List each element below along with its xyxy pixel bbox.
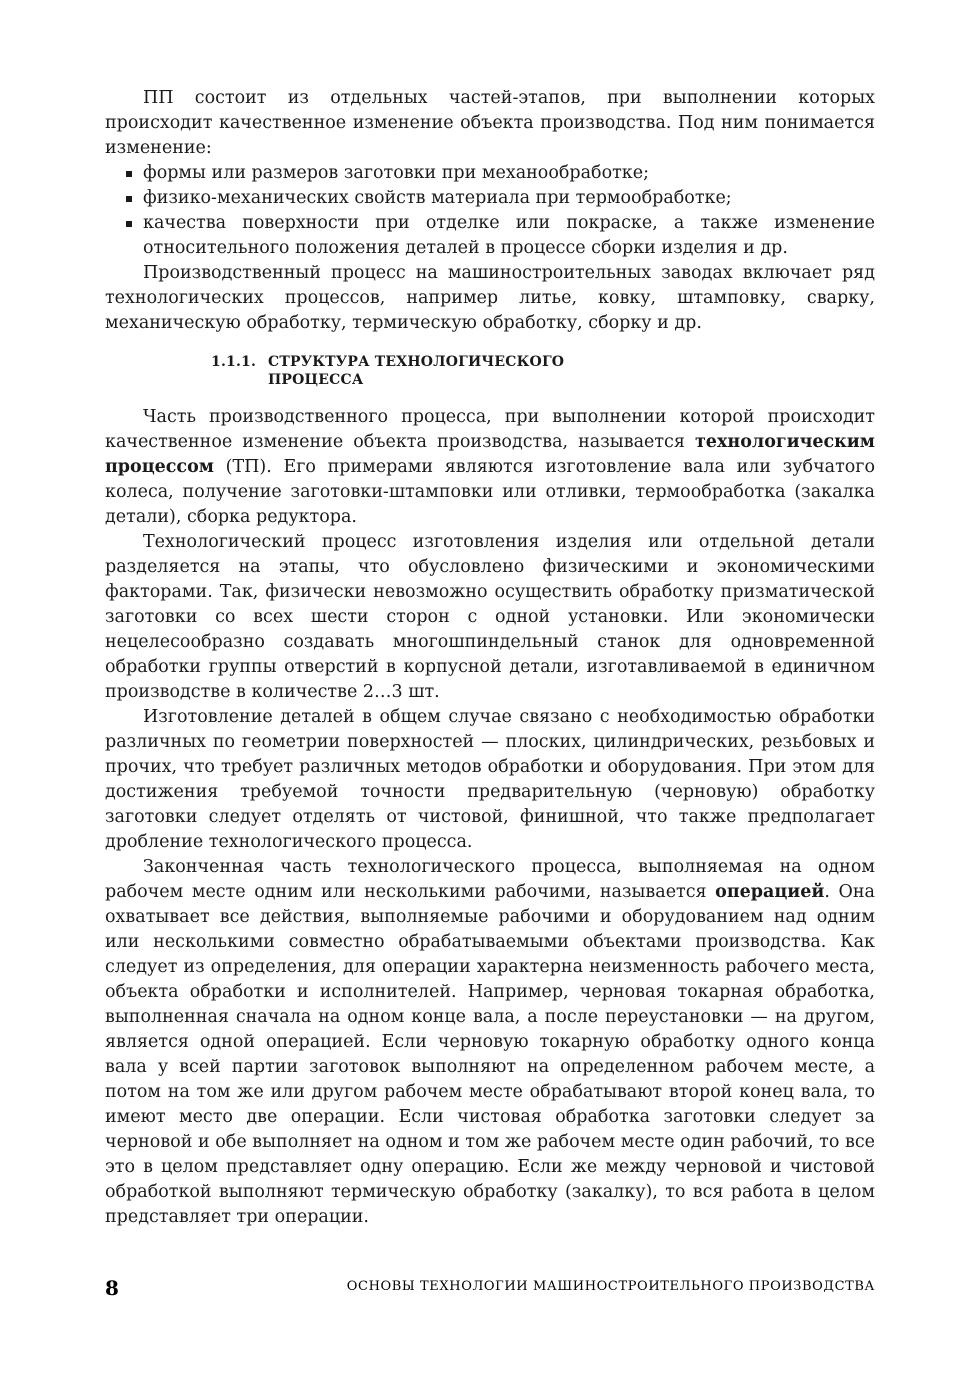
tp-definition-paragraph: [105, 405, 875, 530]
list-item-text: физико-механических свойств материала при термообработке;: [143, 188, 732, 208]
page-content: [105, 86, 875, 1230]
list-item: [105, 161, 875, 186]
term-technological-process: технологическим процессом: [105, 432, 875, 477]
list-item-text: качества поверхности при отделке или покраске, а также изменение относительного положения деталей в процессе сборки изделия и др.: [143, 213, 875, 258]
square-bullet-icon: [126, 221, 132, 227]
section-title-line1: СТРУКТУРА ТЕХНОЛОГИЧЕСКОГО: [268, 354, 565, 370]
intro-paragraph: ПП состоит из отдельных частей-этапов, при выполнении которых происходит качественное изменение объекта производства. Под ним понимается изменение:: [105, 88, 875, 158]
stages-paragraph: Технологический процесс изготовления изделия или отдельной детали разделяется на этапы, что обусловлено физическими и экономическими факторами. Так, физически невозможно осуществить обработку призматической заготовки со всех шести сторон с одной установки. Или экономически нецелесообразно создавать многошпиндельный станок для одновременной обработки группы отверстий в корпусной детали, изготавливаемой в единичном производстве в количестве 2…3 шт.: [105, 532, 875, 702]
change-types-list: [105, 161, 875, 261]
operation-definition-paragraph: [105, 855, 875, 1230]
operation-text-after: . Она охватывает все действия, выполняемые рабочими и оборудованием над одним или несколькими совместно обрабатываемыми объектами производства. Как следует из определения, для операции характерна неизменность рабочего места, объекта обработки и исполнителей. Например, черновая токарная обработка, выполненная сначала на одном конце вала, а после переустановки — на другом, является одной операцией. Если черновую токарную обработку одного конца вала у всей партии заготовок выполняют на определенном рабочем месте, а потом на том же или другом рабочем месте обрабатывают второй конец вала, то имеют место две операции. Если чистовая обработка заготовки следует за черновой и обе выполняет на одном и том же рабочем месте один рабочий, то все это в целом представляет одну операцию. Если же между черновой и чистовой обработкой выполняют термическую обработку (закалку), то вся работа в целом представляет три операции.: [105, 882, 875, 1227]
square-bullet-icon: [126, 196, 132, 202]
square-bullet-icon: [126, 171, 132, 177]
list-item: [105, 211, 875, 261]
page-number: 8: [105, 1276, 119, 1300]
term-operation: операцией: [715, 882, 825, 902]
page-footer: [105, 1276, 875, 1300]
operation-text-before: Законченная часть технологического процесса, выполняемая на одном рабочем месте одним или несколькими рабочими, называется: [105, 857, 875, 902]
section-title-line2: ПРОЦЕССА: [268, 372, 364, 388]
list-item-text: формы или размеров заготовки при механообработке;: [143, 163, 649, 183]
production-process-paragraph: Производственный процесс на машиностроительных заводах включает ряд технологических процессов, например литье, ковку, штамповку, сварку, механическую обработку, термическую обработку, сборку и др.: [105, 263, 875, 333]
running-title: ОСНОВЫ ТЕХНОЛОГИИ МАШИНОСТРОИТЕЛЬНОГО ПРОИЗВОДСТВА: [346, 1279, 875, 1294]
section-heading: [105, 353, 875, 389]
tp-text-after: (ТП). Его примерами являются изготовление вала или зубчатого колеса, получение заготовки-штамповки или отливки, термообработка (закалка детали), сборка редуктора.: [105, 457, 875, 527]
section-number: 1.1.1.: [211, 354, 257, 370]
tp-text-before: Часть производственного процесса, при выполнении которой происходит качественное изменение объекта производства, называется: [105, 407, 875, 452]
list-item: [105, 186, 875, 211]
surfaces-paragraph: Изготовление деталей в общем случае связано с необходимостью обработки различных по геометрии поверхностей — плоских, цилиндрических, резьбовых и прочих, что требует различных методов обработки и оборудования. При этом для достижения требуемой точности предварительную (черновую) обработку заготовки следует отделять от чистовой, финишной, что также предполагает дробление технологического процесса.: [105, 707, 875, 852]
